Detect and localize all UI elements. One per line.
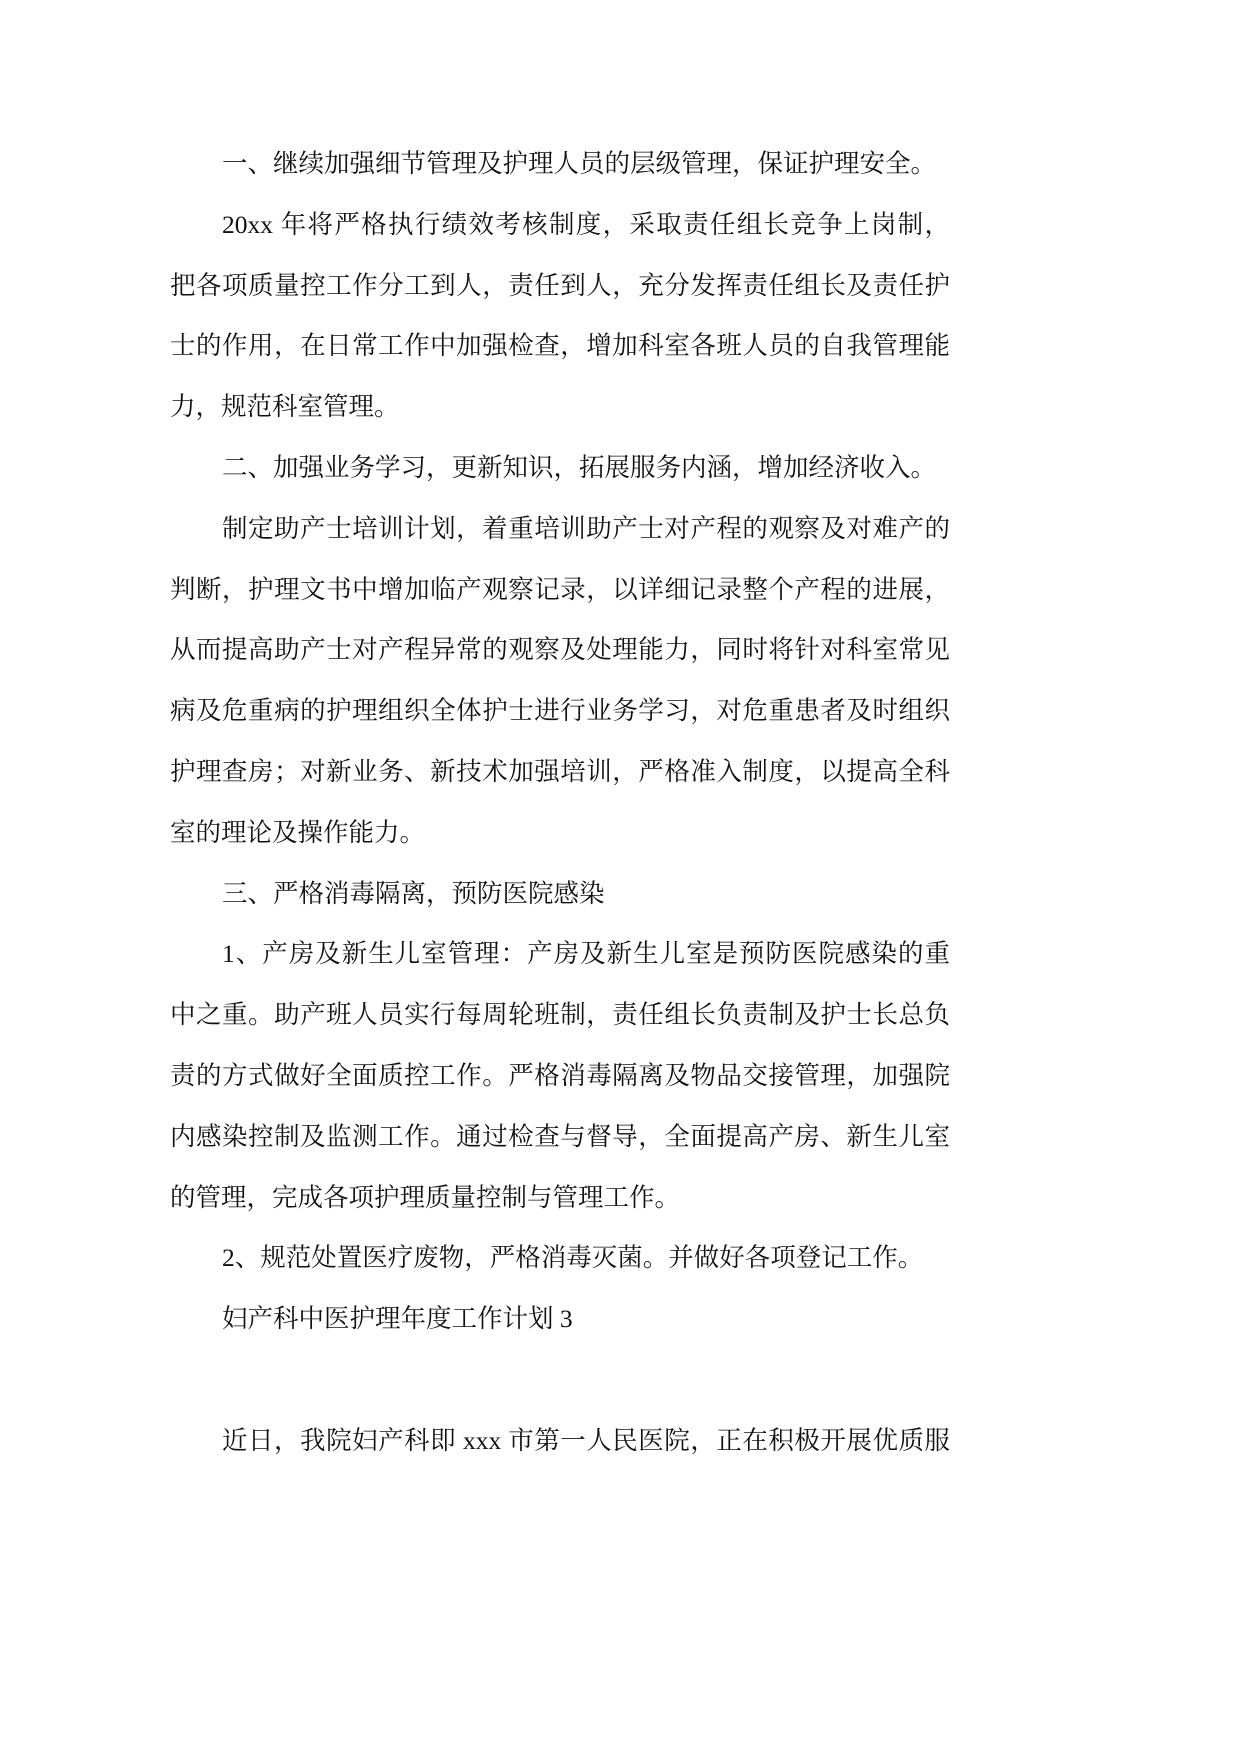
blank-line bbox=[170, 1350, 950, 1411]
paragraph bbox=[170, 438, 950, 499]
text-line: 病及危重病的护理组织全体护士进行业务学习，对危重患者及时组织 bbox=[170, 696, 950, 726]
text-line: 内感染控制及监测工作。通过检查与督导，全面提高产房、新生儿室 bbox=[170, 1121, 950, 1151]
text-line: 三、严格消毒隔离，预防医院感染 bbox=[222, 878, 605, 908]
text-line: 二、加强业务学习，更新知识，拓展服务内涵，增加经济收入。 bbox=[222, 452, 937, 482]
text-line: 把各项质量控工作分工到人，责任到人，充分发挥责任组长及责任护 bbox=[170, 270, 950, 300]
paragraph bbox=[170, 1228, 950, 1289]
paragraph bbox=[170, 195, 950, 438]
text-line: 中之重。助产班人员实行每周轮班制，责任组长负责制及护士长总负 bbox=[170, 1000, 950, 1030]
text-line: 的管理，完成各项护理质量控制与管理工作。 bbox=[170, 1182, 681, 1212]
text-line: 士的作用，在日常工作中加强检查，增加科室各班人员的自我管理能 bbox=[170, 331, 950, 361]
text-line: 2、规范处置医疗废物，严格消毒灭菌。并做好各项登记工作。 bbox=[222, 1243, 924, 1273]
text-line: 判断，护理文书中增加临产观察记录，以详细记录整个产程的进展， bbox=[170, 574, 950, 604]
text-line: 责的方式做好全面质控工作。严格消毒隔离及物品交接管理，加强院 bbox=[170, 1060, 950, 1090]
paragraph bbox=[170, 864, 950, 925]
text-line: 力，规范科室管理。 bbox=[170, 392, 400, 422]
paragraph bbox=[170, 924, 950, 1228]
paragraph bbox=[170, 1411, 950, 1472]
paragraph bbox=[170, 499, 950, 864]
text-line: 从而提高助产士对产程异常的观察及处理能力，同时将针对科室常见 bbox=[170, 635, 950, 665]
document-body bbox=[170, 134, 950, 1472]
text-line: 护理查房；对新业务、新技术加强培训，严格准入制度，以提高全科 bbox=[170, 756, 950, 786]
text-line: 一、继续加强细节管理及护理人员的层级管理，保证护理安全。 bbox=[222, 149, 937, 178]
text-line: 20xx 年将严格执行绩效考核制度，采取责任组长竞争上岗制， bbox=[222, 209, 950, 239]
text-line: 妇产科中医护理年度工作计划 3 bbox=[222, 1304, 573, 1334]
text-line: 1、产房及新生儿室管理：产房及新生儿室是预防医院感染的重 bbox=[222, 939, 950, 969]
section-title bbox=[170, 1289, 950, 1350]
text-line: 室的理论及操作能力。 bbox=[170, 817, 426, 847]
text-line: 近日，我院妇产科即 xxx 市第一人民医院，正在积极开展优质服 bbox=[222, 1425, 950, 1455]
paragraph bbox=[170, 134, 950, 195]
text-line: 制定助产士培训计划，着重培训助产士对产程的观察及对难产的 bbox=[222, 513, 950, 543]
